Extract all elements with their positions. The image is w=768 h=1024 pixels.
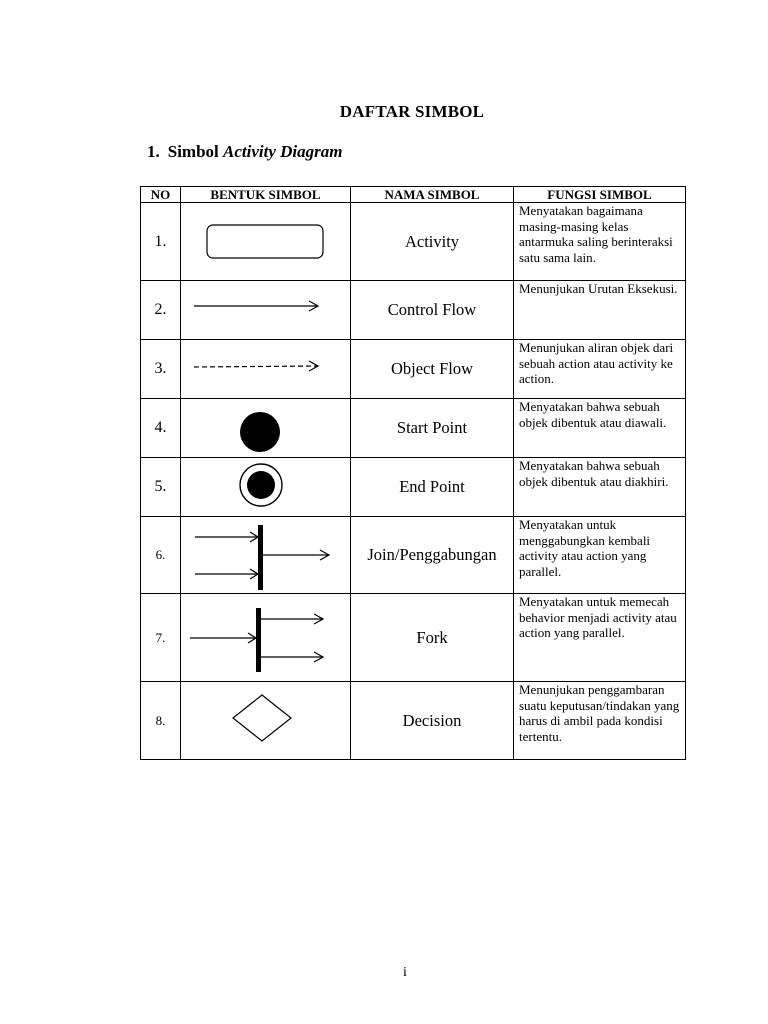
table-row (141, 203, 686, 281)
row-number: 1. (141, 203, 181, 281)
symbol-cell (181, 594, 351, 682)
table-row (141, 340, 686, 399)
header-function: FUNGSI SIMBOL (514, 187, 686, 203)
symbol-cell (181, 281, 351, 340)
page-title: DAFTAR SIMBOL (339, 102, 485, 121)
symbol-function: Menyatakan bahwa sebuah objek dibentuk atau diakhiri. (514, 458, 686, 517)
diamond-icon (181, 683, 349, 759)
rounded-rectangle-icon (181, 204, 349, 280)
row-number: 5. (141, 458, 181, 517)
symbol-name: Activity (351, 203, 514, 281)
section-heading (147, 142, 343, 162)
table-row (141, 458, 686, 517)
table-row (141, 281, 686, 340)
dashed-arrow-icon (181, 341, 349, 398)
symbol-table (140, 186, 686, 760)
row-number: 4. (141, 399, 181, 458)
row-number: 6. (141, 517, 181, 594)
symbol-name: Decision (351, 682, 514, 760)
header-name: NAMA SIMBOL (351, 187, 514, 203)
table-row (141, 399, 686, 458)
row-number: 8. (141, 682, 181, 760)
table-row (141, 682, 686, 760)
symbol-function: Menunjukan aliran objek dari sebuah action atau activity ke action. (514, 340, 686, 399)
symbol-name: Control Flow (351, 281, 514, 340)
table-row (141, 594, 686, 682)
join-bar-icon (181, 518, 349, 593)
solid-arrow-icon (181, 282, 349, 339)
header-shape: BENTUK SIMBOL (181, 187, 351, 203)
section-label-italic: Activity Diagram (223, 142, 343, 161)
symbol-cell (181, 682, 351, 760)
section-label: Simbol (167, 142, 219, 161)
symbol-function: Menunjukan penggambaran suatu keputusan/tindakan yang harus di ambil pada kondisi tertentu. (514, 682, 686, 760)
symbol-function: Menyatakan untuk menggabungkan kembali activity atau action yang parallel. (514, 517, 686, 594)
symbol-cell (181, 203, 351, 281)
symbol-cell (181, 340, 351, 399)
fork-bar-icon (181, 595, 349, 681)
symbol-name: Start Point (351, 399, 514, 458)
row-number: 7. (141, 594, 181, 682)
bullseye-circle-icon (181, 459, 349, 516)
symbol-cell (181, 458, 351, 517)
row-number: 2. (141, 281, 181, 340)
symbol-name: Fork (351, 594, 514, 682)
symbol-function: Menyatakan bahwa sebuah objek dibentuk atau diawali. (514, 399, 686, 458)
table-header-row (141, 187, 686, 203)
table-row (141, 517, 686, 594)
filled-circle-icon (181, 400, 349, 457)
row-number: 3. (141, 340, 181, 399)
symbol-name: Join/Penggabungan (351, 517, 514, 594)
header-no: NO (141, 187, 181, 203)
symbol-name: Object Flow (351, 340, 514, 399)
symbol-name: End Point (351, 458, 514, 517)
symbol-cell (181, 517, 351, 594)
symbol-function: Menunjukan Urutan Eksekusi. (514, 281, 686, 340)
page-number: i (403, 965, 407, 980)
symbol-function: Menyatakan bagaimana masing-masing kelas antarmuka saling berinteraksi satu sama lain. (514, 203, 686, 281)
symbol-function: Menyatakan untuk memecah behavior menjadi activity atau action yang parallel. (514, 594, 686, 682)
symbol-cell (181, 399, 351, 458)
section-number: 1. (147, 142, 160, 161)
